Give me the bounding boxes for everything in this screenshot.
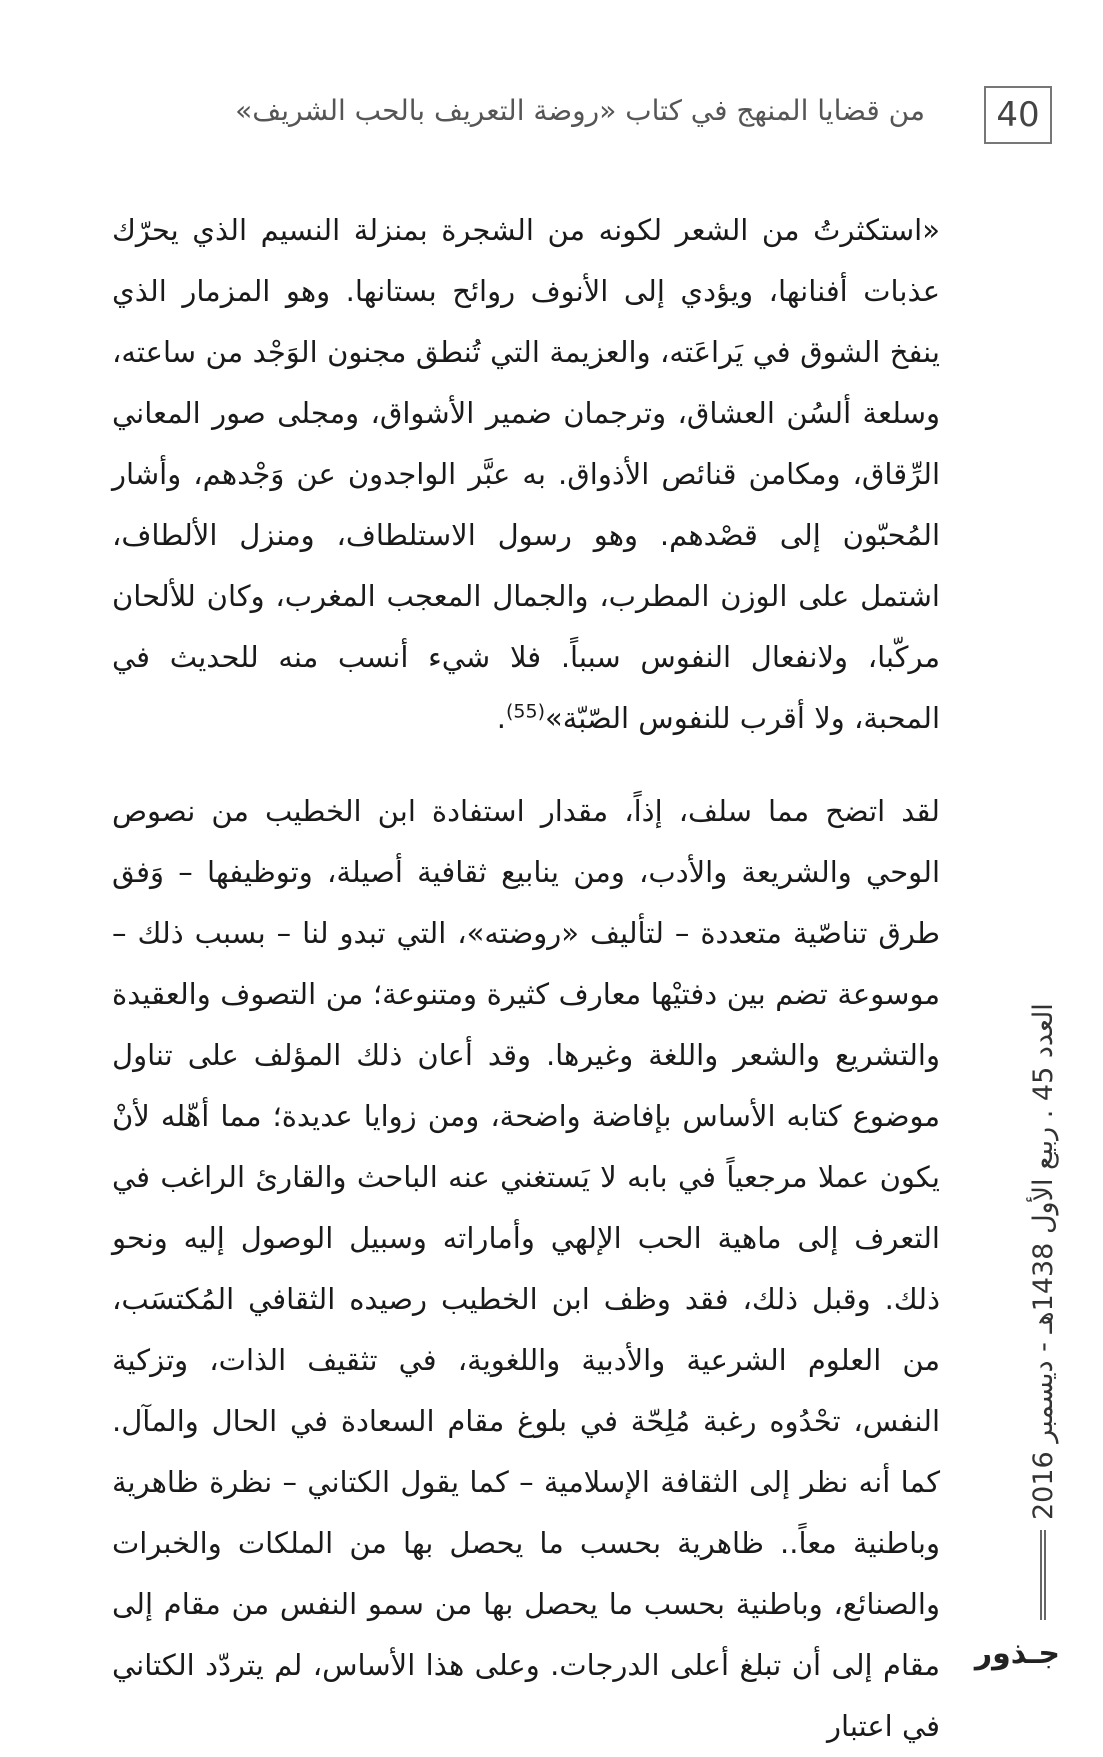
body-paragraph: لقد اتضح مما سلف، إذاً، مقدار استفادة ابن الخطيب من نصوص الوحي والشريعة والأدب، ومن ينابيع ثقافية أصيلة، وتوظيفها – وَفق طرق تناصّية متعددة – لتأليف «روضته»، التي تبدو لنا – بسبب ذلك – موسوعة تضم بين دفتيْها معارف كثيرة ومتنوعة؛ من التصوف والعقيدة والتشريع والشعر واللغة وغيرها. وقد أعان ذلك المؤلف على تناول موضوع كتابه الأساس بإفاضة واضحة، ومن زوايا عديدة؛ مما أهّله لأنْ يكون عملا مرجعياً في بابه لا يَستغني عنه الباحث والقارئ الراغب في التعرف إلى ماهية الحب الإلهي وأماراته وسبيل الوصول إليه ونحو ذلك. وقبل ذلك، فقد وظف ابن الخطيب رصيده الثقافي المُكتسَب، من العلوم الشرعية والأدبية واللغوية، في تثقيف الذات، وتزكية النفس، تحْدُوه رغبة مُلِحّة في بلوغ مقام السعادة في الحال والمآل. كما أنه نظر إلى الثقافة الإسلامية – كما يقول الكتاني – نظرة ظاهرية وباطنية معاً.. ظاهرية بحسب ما يحصل بها من الملكات والخبرات والصنائع، وباطنية بحسب ما يحصل بها من سمو النفس من مقام إلى مقام إلى أن تبلغ أعلى الدرجات. وعلى هذا الأساس، لم يتردّد الكتاني في اعتبار <box>112 794 940 1743</box>
page-number: 40 <box>984 86 1052 144</box>
article-body <box>112 200 940 1757</box>
quoted-passage <box>112 200 940 749</box>
quote-end-mark: . <box>496 701 506 735</box>
running-header-title: من قضايا المنهج في كتاب «روضة التعريف بالحب الشريف» <box>235 94 925 127</box>
issue-info-text: العدد 45 . ربيع الأول 1438هـ - ديسمبر 2016 <box>1028 1003 1059 1520</box>
quote-text: «استكثرتُ من الشعر لكونه من الشجرة بمنزلة النسيم الذي يحرّك عذبات أفنانها، ويؤدي إلى الأنوف روائح بستانها. وهو المزمار الذي ينفخ الشوق في يَراعَته، والعزيمة التي تُنطق مجنون الوَجْد من ساعته، وسلعة ألسُن العشاق، وترجمان ضمير الأشواق، ومجلى صور المعاني الرِّقاق، ومكامن قنائص الأذواق. به عبَّر الواجدون عن وَجْدهم، وأشار المُحبّون إلى قصْدهم. وهو رسول الاستلطاف، ومنزل الألطاف، اشتمل على الوزن المطرب، والجمال المعجب المغرب، وكان للألحان مركّبا، ولانفعال النفوس سبباً. فلا شيء أنسب منه للحديث في المحبة، ولا أقرب للنفوس الصّبّة» <box>112 213 940 735</box>
footnote-reference[interactable]: (55) <box>505 700 545 723</box>
magazine-logo: جـذور <box>974 1636 1060 1671</box>
side-divider <box>1040 1530 1046 1620</box>
